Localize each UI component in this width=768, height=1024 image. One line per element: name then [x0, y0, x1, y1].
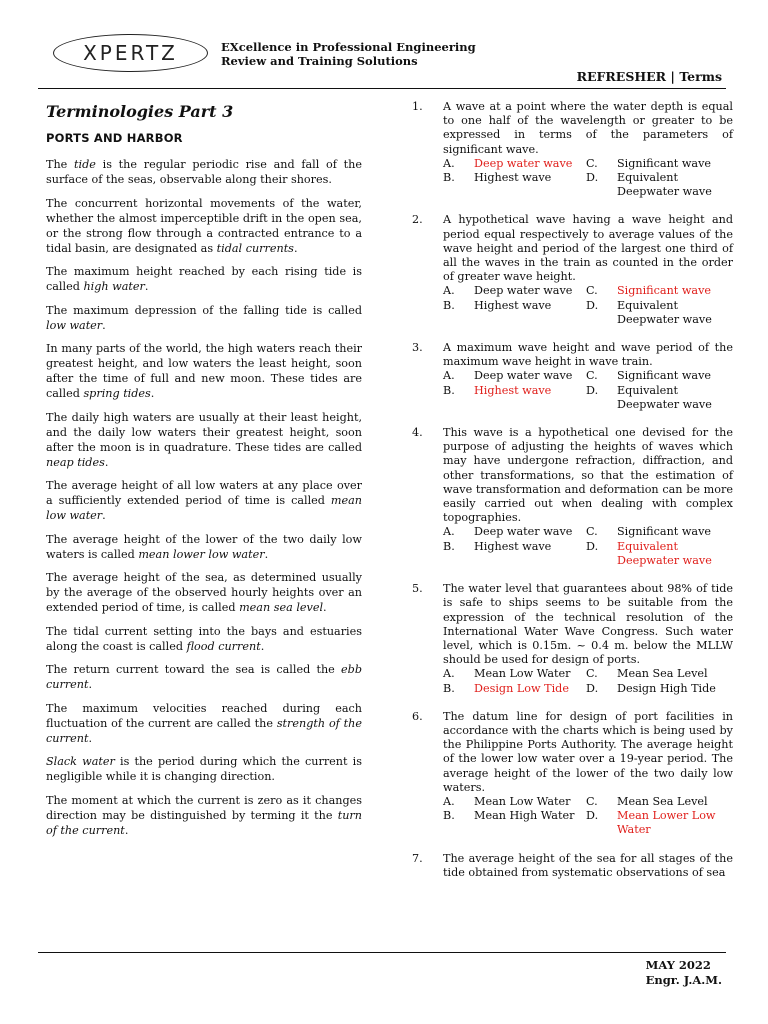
terminology-paragraph: [46, 701, 362, 746]
defined-term: spring tides: [83, 387, 151, 400]
choice-text: Equivalent Deepwater wave: [617, 298, 712, 326]
choice-text: Equivalent Deepwater wave: [617, 171, 712, 199]
question-number: 1.: [412, 100, 423, 113]
question-number: 6.: [412, 709, 423, 723]
choice-letter: B.: [443, 681, 455, 695]
section-heading: PORTS AND HARBOR: [46, 131, 183, 145]
choice-letter: B.: [443, 383, 455, 397]
paragraph-text: The maximum velocities reached during each fluctuation of the current are called the: [46, 701, 362, 730]
paragraph-text: .: [88, 678, 93, 691]
choice-letter: B.: [443, 539, 455, 553]
left-column: [46, 102, 362, 846]
choice-letter: D.: [586, 809, 599, 823]
answer-choices: [443, 157, 733, 200]
paragraph-text: The maximum height reached by each rising tide is called: [46, 265, 362, 293]
paragraph-text: In many parts of the world, the high waters reach their greatest height, and low waters the least height, soon after the time of full and new moon. These tides are called: [46, 342, 362, 400]
paragraph-text: .: [264, 547, 269, 561]
terminology-paragraph: [46, 157, 362, 187]
question-item: [412, 213, 733, 327]
paragraph-text: The: [46, 158, 75, 171]
tagline: [221, 40, 476, 68]
choice-text: Highest wave: [474, 539, 552, 553]
logo-text: XPERTZ: [83, 41, 178, 65]
question-number: 3.: [412, 341, 423, 355]
choice-letter: B.: [443, 809, 455, 823]
choice-letter: C.: [586, 369, 598, 383]
terminology-paragraph: [46, 478, 362, 523]
paragraph-text: .: [124, 823, 129, 837]
answer-choices: [443, 369, 733, 412]
choice-letter: D.: [586, 539, 599, 553]
paragraph-text: The average height of all low waters at any place over a sufficiently extended period of time is called: [46, 479, 362, 507]
answer-choices: [443, 667, 733, 695]
choice-letter: A.: [443, 794, 455, 808]
question-number: 5.: [412, 582, 423, 596]
footer-author: Engr. J.A.M.: [645, 973, 722, 987]
choice-letter: C.: [586, 794, 598, 808]
question-text: The water level that guarantees about 98% of tide is safe to ships seems to be suitable from the expression of the technical resolution of the International Water Wave Congress. Such water level, which is 0.15m. ~ 0.4 m. below the MLLW should be used for design of ports.: [443, 582, 733, 667]
question-number: 7.: [412, 851, 423, 865]
choice-letter: C.: [586, 667, 598, 681]
choice-letter: A.: [443, 156, 455, 170]
choice-letter: C.: [586, 284, 598, 298]
defined-term: tide: [74, 158, 96, 171]
paragraph-text: The tidal current setting into the bays and estuaries along the coast is called: [46, 624, 362, 653]
terminology-paragraph: [46, 754, 362, 784]
terminology-paragraph: [46, 662, 362, 692]
choice-letter: C.: [586, 525, 598, 539]
choice-letter: A.: [443, 667, 455, 681]
choice-letter: B.: [443, 298, 455, 312]
terminology-paragraph: [46, 196, 362, 256]
choice-letter: B.: [443, 171, 455, 185]
choice-text-correct: Design Low Tide: [474, 681, 569, 695]
terminology-paragraph: [46, 264, 362, 294]
question-item: [412, 100, 733, 199]
paragraph-text: .: [102, 318, 106, 332]
paragraph-text: The daily high waters are usually at their least height, and the daily low waters their greatest height, soon after the moon is in quadrature. These tides are called: [46, 410, 362, 454]
terminology-paragraph: [46, 303, 362, 333]
paragraph-text: .: [144, 280, 149, 293]
paragraph-text: .: [104, 455, 109, 469]
tagline-line1: EXcellence in Professional Engineering: [221, 40, 476, 54]
questions-column: [412, 100, 733, 894]
choice-text: Design High Tide: [617, 681, 716, 695]
answer-choices: [443, 795, 733, 838]
paragraph-text: .: [88, 731, 93, 745]
defined-term: mean sea level: [239, 601, 324, 614]
choice-letter: A.: [443, 284, 455, 298]
paragraph-text: .: [260, 639, 265, 653]
paragraph-text: .: [150, 387, 155, 400]
question-number: 4.: [412, 426, 423, 440]
paragraph-text: is the regular periodic rise and fall of the surface of the seas, observable along their shores.: [46, 158, 362, 186]
defined-term: mean lower low water: [138, 547, 265, 561]
choice-text-correct: Significant wave: [617, 284, 712, 298]
footer-date: MAY 2022: [645, 958, 711, 972]
terminology-paragraph: [46, 570, 362, 615]
page-title: Terminologies Part 3: [46, 102, 234, 121]
question-number: 2.: [412, 213, 423, 227]
choice-letter: D.: [586, 383, 599, 397]
footer-divider: [38, 952, 726, 953]
defined-term: tidal currents: [216, 241, 294, 255]
question-text: This wave is a hypothetical one devised for the purpose of adjusting the heights of waves which may have undergone refraction, diffraction, and other transformations, so that the estimation of wave transformation and deformation can be more easily carried out when dealing with complex topographies.: [443, 426, 733, 525]
question-item: [412, 852, 733, 880]
answer-choices: [443, 284, 733, 327]
choice-text-correct: Deep water wave: [474, 156, 573, 170]
paragraph-text: The average height of the sea, as determined usually by the average of the observed hourly heights over an extended period of time, is called: [46, 571, 362, 614]
tagline-line2: Review and Training Solutions: [221, 54, 418, 68]
terminology-paragraph: [46, 793, 362, 838]
xpertz-logo: [53, 34, 208, 72]
paragraph-text: The return current toward the sea is called the: [46, 663, 342, 676]
choice-letter: A.: [443, 369, 455, 383]
defined-term: ebb current: [46, 663, 362, 691]
defined-term: neap tides: [46, 455, 105, 469]
paragraph-text: The moment at which the current is zero as it changes direction may be distinguished by terming it the: [46, 793, 362, 822]
choice-text: Equivalent Deepwater wave: [617, 383, 712, 411]
choice-text-correct: Equivalent Deepwater wave: [617, 539, 712, 567]
choice-text: Deep water wave: [474, 525, 573, 539]
choice-text: Significant wave: [617, 525, 712, 539]
defined-term: low water: [46, 318, 103, 332]
choice-text: Mean Low Water: [474, 794, 571, 808]
question-item: [412, 710, 733, 838]
paragraph-text: .: [293, 241, 298, 255]
terminology-paragraph: [46, 532, 362, 562]
defined-term: turn of the current: [46, 808, 362, 837]
question-text: The datum line for design of port facilities in accordance with the charts which is being used by the Philippine Ports Authority. The average height of the lower low water over a 19-year period. The average height of the lower of the two daily low waters.: [443, 709, 733, 794]
paragraph-text: The average height of the lower of the two daily low waters is called: [46, 532, 362, 561]
choice-text: Mean Sea Level: [617, 794, 708, 808]
choice-text: Highest wave: [474, 171, 552, 185]
choice-text-correct: Mean Lower Low Water: [617, 809, 716, 837]
choice-text: Significant wave: [617, 156, 712, 170]
refresher-label: REFRESHER | Terms: [576, 69, 722, 84]
question-item: [412, 341, 733, 412]
choice-text: Significant wave: [617, 369, 712, 383]
choice-letter: D.: [586, 681, 599, 695]
paragraph-text: .: [102, 509, 106, 522]
paragraph-text: The maximum depression of the falling tide is called: [46, 303, 362, 317]
choice-text: Deep water wave: [474, 284, 573, 298]
choice-letter: A.: [443, 525, 455, 539]
choice-letter: D.: [586, 171, 599, 185]
defined-term: Slack water: [46, 755, 115, 768]
choice-text: Mean Sea Level: [617, 667, 708, 681]
paragraph-text: .: [323, 601, 327, 614]
defined-term: mean low water: [46, 494, 362, 522]
defined-term: high water: [83, 280, 145, 293]
question-text: A hypothetical wave having a wave height and period equal respectively to average values of the wave height and period of the largest one third of all the waves in the train as counted in the order of greater wave height.: [443, 213, 733, 284]
choice-text: Highest wave: [474, 298, 552, 312]
terminology-paragraph: [46, 341, 362, 401]
header-divider: [38, 88, 726, 89]
choice-letter: D.: [586, 298, 599, 312]
question-text: A wave at a point where the water depth is equal to one half of the wavelength or greater to be expressed in terms of the parameters of significant wave.: [443, 100, 733, 156]
answer-choices: [443, 525, 733, 568]
choice-letter: C.: [586, 156, 598, 170]
defined-term: flood current: [186, 639, 261, 653]
paragraph-text: The concurrent horizontal movements of the water, whether the almost imperceptible drift in the open sea, or the strong flow through a contracted entrance to a tidal basin, are designated as: [46, 196, 362, 255]
question-item: [412, 426, 733, 568]
footer: [646, 958, 722, 988]
defined-term: strength of the current: [46, 716, 362, 745]
terminology-paragraphs: [46, 157, 362, 838]
choice-text: Deep water wave: [474, 369, 573, 383]
paragraph-text: is the period during which the current is negligible while it is changing direction.: [46, 755, 362, 783]
question-text: A maximum wave height and wave period of the maximum wave height in wave train.: [443, 341, 733, 369]
question-text: The average height of the sea for all stages of the tide obtained from systematic observations of sea: [443, 851, 733, 879]
choice-text: Mean Low Water: [474, 667, 571, 681]
choice-text-correct: Highest wave: [474, 383, 552, 397]
choice-text: Mean High Water: [474, 809, 575, 823]
terminology-paragraph: [46, 624, 362, 654]
question-item: [412, 582, 733, 696]
terminology-paragraph: [46, 410, 362, 470]
